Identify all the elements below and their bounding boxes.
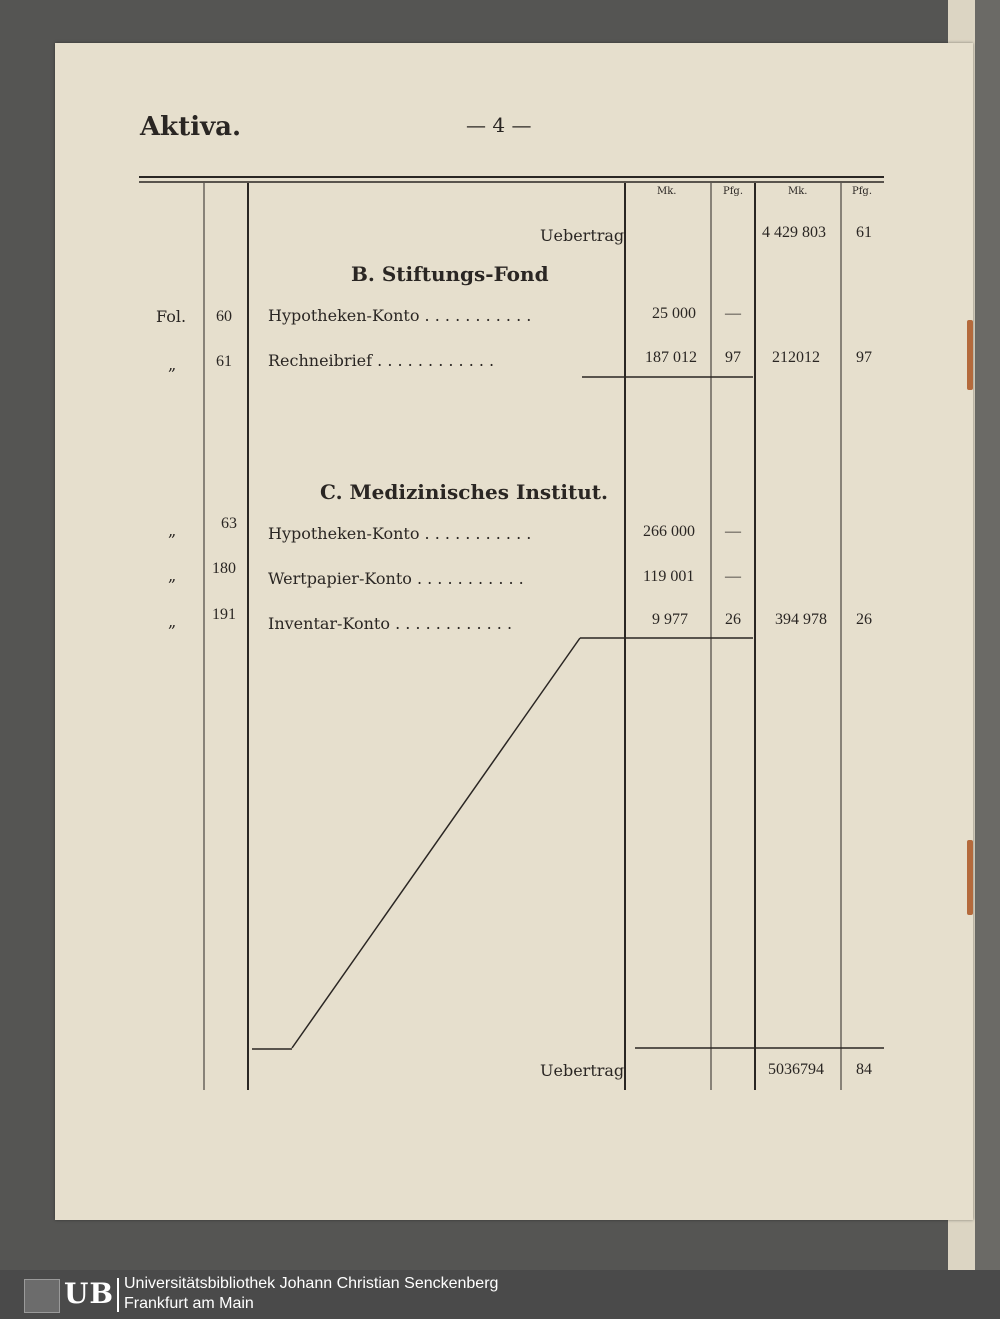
row-total-pfg: 97 xyxy=(856,349,872,366)
row-label: Wertpapier-Konto . . . . . . . . . . . xyxy=(268,569,524,588)
carry-in-pfg: 61 xyxy=(856,224,872,241)
row-ref: 63 xyxy=(221,515,237,532)
senckenberg-portrait-icon xyxy=(24,1279,60,1313)
row-mk: 9 977 xyxy=(652,611,688,628)
row-ref: 180 xyxy=(212,560,236,577)
col-head-pfg-total: Pfg. xyxy=(852,186,873,197)
row-fol: „ xyxy=(168,566,177,585)
row-fol: „ xyxy=(168,521,177,540)
row-mk: 25 000 xyxy=(652,305,696,322)
row-ref: 61 xyxy=(216,353,232,370)
row-pfg: — xyxy=(725,523,741,540)
row-total-pfg: 26 xyxy=(856,611,872,628)
row-ref: 191 xyxy=(212,606,236,623)
row-label: Hypotheken-Konto . . . . . . . . . . . xyxy=(268,524,532,543)
row-pfg: — xyxy=(725,305,741,322)
row-label: Hypotheken-Konto . . . . . . . . . . . xyxy=(268,306,532,325)
col-head-pfg: Pfg. xyxy=(723,186,744,197)
page-number: — 4 — xyxy=(466,113,532,137)
col-head-mk: Mk. xyxy=(657,186,677,197)
row-mk: 119 001 xyxy=(643,568,695,585)
carry-out-label: Uebertrag xyxy=(540,1061,625,1080)
page-side-title: Aktiva. xyxy=(140,112,242,142)
row-pfg: — xyxy=(725,568,741,585)
row-pfg: 26 xyxy=(725,611,741,628)
library-city: Frankfurt am Main xyxy=(124,1295,254,1312)
carry-in-mk: 4 429 803 xyxy=(762,224,826,241)
row-total-mk: 394 978 xyxy=(775,611,827,628)
row-fol: „ xyxy=(168,355,177,374)
row-label: Inventar-Konto . . . . . . . . . . . . xyxy=(268,614,513,633)
section-c-title: C. Medizinisches Institut. xyxy=(320,480,608,504)
row-fol: Fol. xyxy=(156,307,187,326)
ub-logo: UB xyxy=(64,1277,115,1310)
row-mk: 187 012 xyxy=(645,349,697,366)
carry-out-pfg: 84 xyxy=(856,1061,872,1078)
carry-in-label: Uebertrag xyxy=(540,226,625,245)
row-fol: „ xyxy=(168,612,177,631)
carry-out-mk: 5036794 xyxy=(768,1061,824,1078)
section-b-title: B. Stiftungs-Fond xyxy=(351,262,549,286)
row-label: Rechneibrief . . . . . . . . . . . . xyxy=(268,351,495,370)
row-pfg: 97 xyxy=(725,349,741,366)
col-head-mk-total: Mk. xyxy=(788,186,808,197)
logo-divider xyxy=(117,1278,119,1312)
row-total-mk: 212012 xyxy=(772,349,820,366)
library-name: Universitätsbibliothek Johann Christian Senckenberg xyxy=(124,1275,499,1292)
row-ref: 60 xyxy=(216,308,232,325)
library-footer xyxy=(0,1270,1000,1319)
row-mk: 266 000 xyxy=(643,523,695,540)
